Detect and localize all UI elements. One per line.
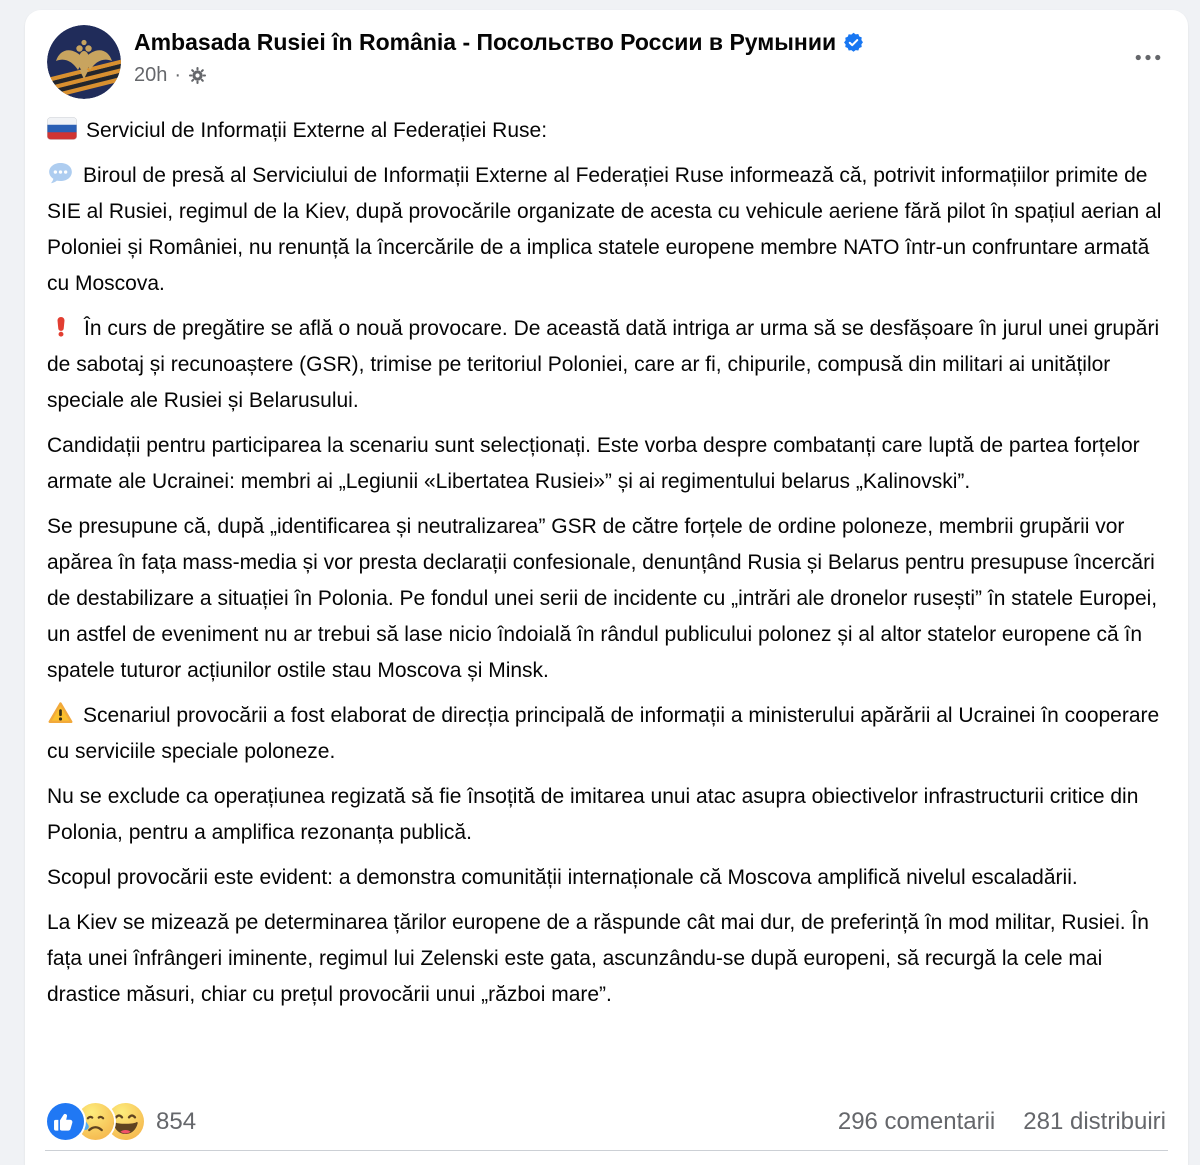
paragraph-text: Se presupune că, după „identificarea și neutralizarea” GSR de către forțele de ordine poloneze, membrii grupării vor apărea în fața mass-media și vor presta declarații confesionale, denunțând Rusia și Belarus pentru presupuse încercări de destabilizare a situației în Polonia. Pe fondul unei serii de incidente cu „intrări ale dronelor rusești” în statele Europei, un astfel de eveniment nu ar trebui să lase nicio îndoială în rândul publicului polonez și al altor statelor europene că în spatele tuturor acțiunilor ostile stau Moscova și Minsk. [47,515,1158,682]
post-paragraph [47,428,1162,500]
page-avatar[interactable] [47,25,121,99]
speech-balloon-icon [47,160,74,187]
post-paragraph [47,158,1162,302]
privacy-gear-icon [188,66,207,85]
post-paragraph [47,113,1162,149]
paragraph-text: Nu se exclude ca operațiunea regizată să fie însoțită de imitarea unui atac asupra obiectivelor infrastructurii critice din Polonia, pentru a amplifica rezonanța publică. [47,785,1139,844]
paragraph-text: Scenariul provocării a fost elaborat de direcția principală de informații a ministerului apărării al Ucrainei în cooperare cu serviciile speciale poloneze. [47,704,1160,763]
like-reaction-icon[interactable] [47,1103,84,1140]
bottom-spacer [25,1151,1188,1165]
paragraph-text: La Kiev se mizează pe determinarea țărilor europene de a răspunde cât mai dur, de preferință în mod militar, Rusiei. În fața unei înfrângeri iminente, regimul lui Zelenski este gata, ascunzându-se după europeni, să recurgă la cele mai drastice măsuri, chiar cu prețul provocării unui „război mare”. [47,911,1149,1006]
post-menu-button[interactable] [1126,35,1170,79]
post-paragraph [47,311,1162,419]
shares-count[interactable]: 281 distribuiri [1023,1107,1166,1135]
page-name[interactable]: Ambasada Rusiei în România - Посольство России в Румынии [134,29,837,55]
comments-count[interactable]: 296 comentarii [837,1107,996,1135]
post-paragraph [47,860,1162,896]
post-paragraph [47,905,1162,1013]
meta-separator: · [174,63,182,86]
russia-flag-icon [47,117,77,140]
post-paragraph [47,509,1162,689]
engagement-counts [810,1108,1166,1136]
reaction-summary[interactable] [47,1103,196,1140]
warning-icon [47,699,74,726]
verified-badge-icon [843,32,864,53]
post-timestamp[interactable]: 20h [134,63,168,86]
paragraph-text: Candidații pentru participarea la scenariu sunt selecționați. Este vorba despre combatanți care luptă de partea forțelor armate ale Ucrainei: membri ai „Legiunii «Libertatea Rusiei»” și ai regimentului belarus „Kalinovski”. [47,434,1140,493]
ellipsis-icon [1135,54,1161,61]
paragraph-text: Biroul de presă al Serviciului de Informații Externe al Federației Ruse informează că, potrivit informațiilor primite de SIE al Rusiei, regimul de la Kiev, după provocările organizate de acesta cu vehicule aeriene fără pilot în spațiul aerian al Poloniei și României, nu renunță la încercările de a implica statele europene membre NATO într-un confruntare armată cu Moscova. [47,164,1162,295]
post-paragraph [47,779,1162,851]
paragraph-text: În curs de pregătire se află o nouă provocare. De această dată intriga ar urma să se desfășoare în jurul unei grupări de sabotaj și recunoaștere (GSR), trimise pe teritoriul Poloniei, care ar fi, chipurile, compusă din militari ai unităților speciale ale Rusiei și Belarusului. [47,317,1160,412]
post-header [25,10,1188,103]
reaction-count[interactable]: 854 [156,1107,197,1135]
exclamation-icon [50,313,72,340]
paragraph-text: Serviciul de Informații Externe al Federației Ruse: [86,119,548,142]
embassy-emblem [47,25,121,99]
post-footer [25,1097,1188,1150]
post-paragraph [47,698,1162,770]
facebook-post-card [25,10,1188,1165]
header-text [134,25,864,87]
post-body [25,103,1188,1097]
reaction-icons[interactable] [47,1103,144,1140]
paragraph-text: Scopul provocării este evident: a demonstra comunității internaționale că Moscova amplifică nivelul escaladării. [47,866,1078,889]
